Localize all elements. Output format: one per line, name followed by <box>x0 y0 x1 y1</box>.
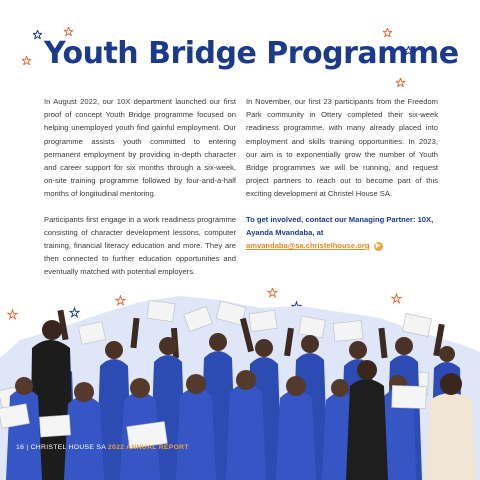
contact-text: To get involved, contact our Managing Partner: 10X, Ayanda Mvandaba, at <box>246 214 434 237</box>
graduates-group-photo <box>0 288 480 480</box>
right-column <box>246 95 438 264</box>
left-column <box>44 95 236 291</box>
star-icon <box>33 30 42 39</box>
page-title: Youth Bridge Programme <box>44 36 459 71</box>
arrow-right-icon: ▶ <box>374 242 383 251</box>
left-paragraph: In August 2022, our 10X department launched our first proof of concept Youth Bridge programme focused on helping unemployed youth find gainful employment. Our programme assists youth committed to entering permanent employment by providing in-depth character and career support for six months through a six-week, on-site training programme followed by four-and-a-half months of longitudinal mentoring. <box>44 97 236 199</box>
star-icon <box>396 78 405 87</box>
star-icon <box>64 27 73 36</box>
star-icon <box>22 56 31 65</box>
right-paragraph: In November, our first 23 participants from the Freedom Park community in Ottery completed their six-week readiness programme, with many already placed into employment and skills training opportunities. In 2023, our aim is to exponentially grow the number of Youth Bridge programmes we will be running, and request project partners to reach out to become part of this exciting development at Christel House SA. <box>246 97 438 199</box>
left-paragraph: Participants first engage in a work readiness programme consisting of character development lessons, computer training, financial literacy education and more. They are then connected to further education opportunities and eventually matched with potential employers. <box>44 214 236 277</box>
footer-report-title: 2022 ANNUAL REPORT <box>107 444 189 451</box>
page-footer <box>16 444 189 451</box>
footer-page-info: 16 | CHRISTEL HOUSE SA <box>16 444 106 451</box>
contact-callout <box>246 213 438 253</box>
email-link[interactable]: amvandaba@sa.christelhouse.org <box>246 241 370 251</box>
